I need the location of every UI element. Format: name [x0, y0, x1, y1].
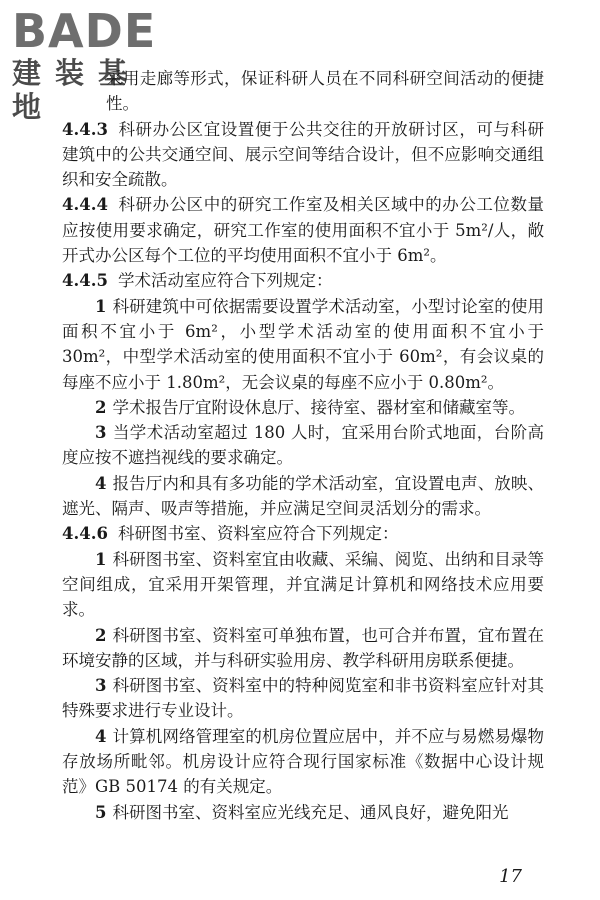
clause-number: 4.4.4	[62, 195, 108, 215]
list-item	[62, 673, 544, 724]
clause-text: 科研办公区中的研究工作室及相关区域中的办公工位数量应按使用要求确定，研究工作室的使用面积不宜小于 5m²/人，敞开式办公区每个工位的平均使用面积不宜小于 6m²。	[62, 195, 544, 266]
logo-subtitle: 建装基地	[12, 56, 142, 124]
item-number: 4	[95, 473, 107, 493]
item-text: 科研图书室、资料室宜由收藏、采编、阅览、出纳和目录等空间组成，宜采用开架管理，并宜满足计算机和网络技术应用要求。	[62, 549, 544, 620]
list-item	[62, 395, 544, 420]
list-item	[62, 471, 544, 522]
page-number: 17	[499, 866, 522, 887]
item-number: 1	[95, 296, 107, 316]
list-item	[62, 420, 544, 471]
clause-4-4-5	[62, 268, 544, 293]
clause-number: 4.4.6	[62, 524, 108, 544]
item-number: 3	[95, 423, 107, 443]
clause-text: 科研办公区宜设置便于公共交往的开放研讨区，可与科研建筑中的公共交通空间、展示空间等结合设计，但不应影响交通组织和安全疏散。	[62, 119, 544, 190]
list-item	[62, 724, 544, 800]
item-text: 科研建筑中可依据需要设置学术活动室，小型讨论室的使用面积不宜小于 6m²，小型学术活动室的使用面积不宜小于 30m²，中型学术活动室的使用面积不宜小于 60m²，有会议桌的每座不应小于 1.80m²，无会议桌的每座不应小于 0.80m²。	[62, 296, 544, 392]
clause-number: 4.4.5	[62, 271, 108, 291]
item-number: 4	[95, 726, 107, 746]
item-number: 5	[95, 802, 107, 822]
list-item	[62, 800, 544, 825]
clause-4-4-3	[62, 117, 544, 193]
item-number: 1	[95, 549, 107, 569]
clause-text: 学术活动室应符合下列规定：	[117, 271, 333, 291]
item-number: 2	[95, 625, 107, 645]
clause-number: 4.4.3	[62, 119, 108, 139]
item-text: 科研图书室、资料室可单独布置，也可合并布置，宜布置在环境安静的区域，并与科研实验用房、教学科研用房联系便捷。	[62, 625, 544, 670]
item-text: 科研图书室、资料室应光线充足、通风良好，避免阳光	[112, 802, 509, 822]
clause-4-4-6	[62, 521, 544, 546]
item-text: 当学术活动室超过 180 人时，宜采用台阶式地面，台阶高度应按不遮挡视线的要求确定。	[62, 423, 544, 468]
list-item	[62, 547, 544, 623]
document-body	[62, 66, 544, 825]
item-text: 计算机网络管理室的机房位置应居中，并不应与易燃易爆物存放场所毗邻。机房设计应符合现行国家标准《数据中心设计规范》GB 50174 的有关规定。	[62, 726, 544, 797]
paragraph-text: 采用走廊等形式，保证科研人员在不同科研空间活动的便捷性。	[106, 69, 544, 114]
paragraph-continuation	[62, 66, 544, 117]
list-item	[62, 623, 544, 674]
item-text: 科研图书室、资料室中的特种阅览室和非书资料室应针对其特殊要求进行专业设计。	[62, 676, 544, 721]
list-item	[62, 294, 544, 395]
item-number: 3	[95, 676, 107, 696]
clause-text: 科研图书室、资料室应符合下列规定：	[117, 524, 399, 544]
item-text: 报告厅内和具有多功能的学术活动室，宜设置电声、放映、遮光、隔声、吸声等措施，并应满足空间灵活划分的需求。	[62, 473, 544, 519]
item-number: 2	[95, 397, 107, 417]
clause-4-4-4	[62, 192, 544, 268]
item-text: 学术报告厅宜附设休息厅、接待室、器材室和储藏室等。	[112, 397, 525, 417]
logo-brand-text: BADE	[12, 4, 157, 58]
